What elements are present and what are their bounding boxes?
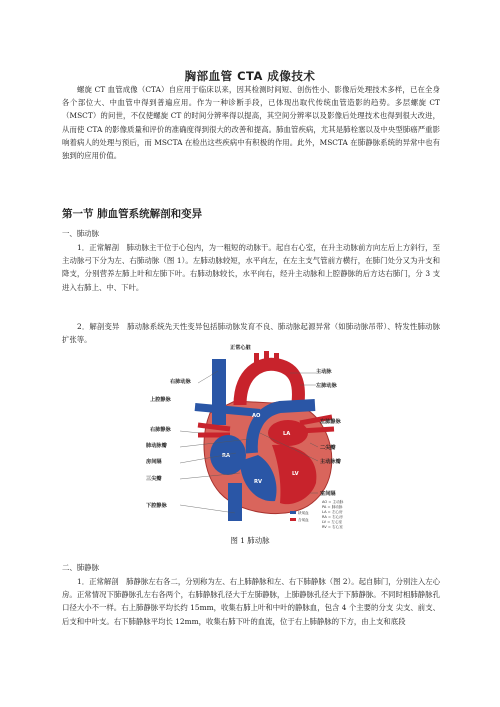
aorta-branch-3: [274, 353, 279, 367]
label-ventricular-septum: 室间隔: [320, 491, 336, 497]
pulmonary-vein-anatomy-paragraph: 1．正常解剖 肺静脉左右各二，分别称为左、右上肺静脉和左、右下肺静脉（图 2）。起自肺门，分别注入左心房。正常情况下肺静脉孔左右各两个，右肺静脉孔径大于左肺静脉，上肺静脉孔径大于下肺静脉。不同时相肺静脉孔口径大小不一样。右上肺静脉平均长约 15mm，收集右肺上叶和中叶的静脉血，包含 4 个主要的分支 尖支、前支、后支和中叶支。右下肺静脉平均长 12mm，收集右肺下叶的血流，位于右上肺静脉的下方，由上支和底段: [62, 577, 440, 626]
label-pulmonary-valve: 肺动脉瓣: [146, 443, 167, 449]
aorta-branch-1: [254, 353, 259, 367]
label-pa: PA: [275, 383, 283, 389]
legend-oxygen-poor: 缺氧血: [298, 511, 309, 515]
label-mitral: 二尖瓣: [320, 445, 336, 451]
intro-paragraph: 螺旋 CT 血管成像（CTA）自应用于临床以来，因其检测时间短、创伤性小、影像后处理技术多样，已在全身各个部位大、中血管中得到普遍应用。作为一种诊断手段，已体现出取代传统血管造影的趋势。多层螺旋 CT（MSCT）的问世，不仅使螺旋 CT 的时间分辨率得以提高，其空间分辨率以及影像后处理技术也得到很大改进，从而使 CTA 的影像质量和评价的准确度得到很大的改善和提高。肺血管疾病，尤其是肺栓塞以及中央型肺癌严重影响着病人的处理与预后，而 MSCTA 在检出这些疾病中有积极的作用。此外，MSCTA 在肺静脉系统的异常中也有独到的应用价值。: [62, 85, 440, 161]
label-ao: AO: [252, 413, 261, 419]
legend-key-pa: PA = 肺动脉: [322, 505, 343, 509]
label-tricuspid: 三尖瓣: [146, 476, 162, 482]
label-normal-heart: 正常心脏: [230, 345, 251, 351]
subheading-pulmonary-artery: 一、肺动脉: [62, 229, 99, 238]
label-aortic-valve: 主动脉瓣: [320, 459, 341, 465]
heart-diagram: [140, 343, 365, 530]
subheading-pulmonary-vein: 二、肺静脉: [62, 563, 99, 572]
heart-diagram-figure: [140, 343, 365, 530]
label-left-pa: 左肺动脉: [316, 383, 337, 389]
pulmonary-artery-variation-paragraph: 2．解剖变异 肺动脉系统先天性变异包括肺动脉发育不良、肺动脉起源异常（如肺动脉吊带）、特发性肺动脉扩张等。: [62, 322, 440, 345]
legend-swatch-blue: [290, 511, 296, 514]
aorta-branch-2: [264, 351, 269, 365]
legend-oxygen-rich: 含氧血: [298, 518, 309, 522]
label-right-pa: 右肺动脉: [170, 379, 191, 385]
legend-key-lv: LV = 左心室: [322, 520, 343, 524]
legend-key-ao: AO = 主动脉: [322, 500, 344, 504]
document-title: 胸部血管 CTA 成像技术: [184, 69, 316, 83]
label-aorta: 主动脉: [316, 369, 332, 375]
section-heading: 第一节 肺血管系统解剖和变异: [62, 208, 203, 220]
label-svc: 上腔静脉: [150, 397, 171, 403]
legend-swatch-red: [290, 518, 296, 521]
label-ra: RA: [222, 453, 231, 459]
svc-vessel: [212, 359, 226, 425]
figure-caption: 图 1 肺动脉: [230, 536, 270, 545]
label-la: LA: [283, 431, 291, 437]
legend-key-la: LA = 左心房: [322, 510, 343, 514]
legend-key-rv: RV = 右心室: [322, 525, 343, 529]
aorta-arch: [240, 364, 298, 405]
label-atrial-septum: 房间隔: [146, 459, 162, 465]
label-rv: RV: [254, 479, 263, 485]
label-ivc: 下腔静脉: [146, 503, 167, 509]
pulmonary-artery-anatomy-paragraph: 1．正常解剖 肺动脉主干位于心包内，为一粗短的动脉干。起自右心室，在升主动脉前方向左后上方斜行，至主动脉弓下分为左、右肺动脉（图 1）。左肺动脉较短，水平向左，在左主支气管前方横行，在肺门处分又为升支和降支，分别营养左肺上叶和左肺下叶。右肺动脉较长，水平向右，经升主动脉和上腔静脉的后方达右肺门，分 3 支进入右肺上、中、下叶。: [62, 243, 440, 292]
label-lv: LV: [292, 471, 299, 477]
label-left-pv: 左肺静脉: [320, 419, 341, 425]
label-right-pv: 右肺静脉: [150, 427, 171, 433]
legend-key-ra: RA = 右心房: [322, 515, 343, 519]
ivc-vessel: [228, 483, 242, 521]
